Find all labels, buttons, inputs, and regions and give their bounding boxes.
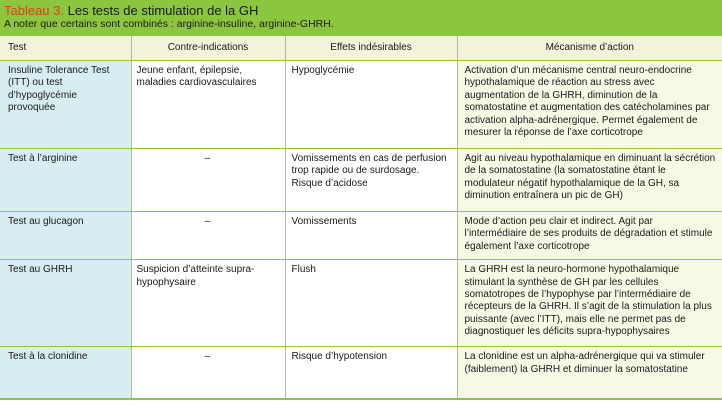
cell-mecanisme: Mode d’action peu clair et indirect. Agit par l’intermédiaire de ses produits de dégradation et stimule également l’axe corticotrope [457,212,722,260]
table-subtitle: A noter que certains sont combinés : arginine-insuline, arginine-GHRH. [4,18,334,30]
cell-effets: Vomissements [285,212,457,260]
cell-effets: Risque d’hypotension [285,347,457,399]
column-header-effets: Effets indésirables [285,36,457,61]
cell-test: Insuline Tolerance Test (ITT) ou test d’hypoglycémie provoquée [0,61,131,149]
cell-test: Test à l’arginine [0,149,131,212]
table-title-text: Les tests de stimulation de la GH [67,3,259,18]
cell-mecanisme: La GHRH est la neuro-hormone hypothalamique stimulant la synthèse de GH par les cellules somatotropes de l’hypophyse par l’intermédiaire de récepteurs de la GHRH. Il s’agit de la stimulation la plus puissante (avec l’ITT), mais elle ne permet pas de diagnostiquer les déficits supra-hypophysaires [457,260,722,347]
cell-test: Test au glucagon [0,212,131,260]
cell-effets: Hypoglycémie [285,61,457,149]
cell-effets: Vomissements en cas de perfusion trop rapide ou de surdosage. Risque d’acidose [285,149,457,212]
cell-contre-indications: – [131,212,285,260]
table-number: Tableau 3. [4,3,64,18]
cell-mecanisme: La clonidine est un alpha-adrénergique qui va stimuler (faiblement) la GHRH et diminuer la somatostatine [457,347,722,399]
table-row [0,260,722,347]
table-header-row [0,36,722,61]
column-header-test: Test [0,36,131,61]
column-header-contre-indications: Contre-indications [131,36,285,61]
cell-contre-indications: Jeune enfant, épilepsie, maladies cardiovasculaires [131,61,285,149]
gh-stimulation-table [0,36,722,400]
cell-effets: Flush [285,260,457,347]
cell-mecanisme: Activation d’un mécanisme central neuro-endocrine hypothalamique de réaction au stress avec augmentation de la GHRH, diminution de la somatostatine et augmentation des catécholamines par activation alpha-adrénergique. Permet également de mesurer la réponse de l’axe corticotrope [457,61,722,149]
table-row [0,212,722,260]
cell-contre-indications: – [131,347,285,399]
cell-contre-indications: Suspicion d’atteinte supra-hypophysaire [131,260,285,347]
cell-test: Test à la clonidine [0,347,131,399]
cell-test: Test au GHRH [0,260,131,347]
cell-mecanisme: Agit au niveau hypothalamique en diminuant la sécrétion de la somatostatine (la somatostatine étant le modulateur négatif hypothalamique de la GH, sa diminution entraînera un pic de GH) [457,149,722,212]
table-title [4,3,258,18]
table-header [0,0,722,36]
cell-contre-indications: – [131,149,285,212]
table-row [0,347,722,399]
table-row [0,61,722,149]
column-header-mecanisme: Mécanisme d’action [457,36,722,61]
table-row [0,149,722,212]
